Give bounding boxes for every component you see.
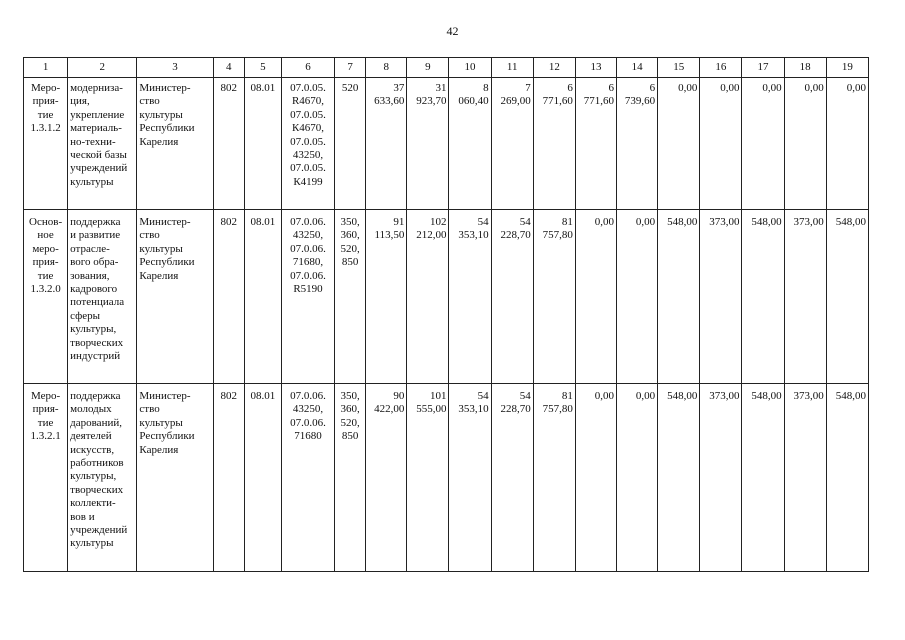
activity-code-cell: Основ- ное меро- прия- тие 1.3.2.0 (24, 210, 68, 384)
expense-type-cell: 350, 360, 520, 850 (335, 210, 366, 384)
activity-name-cell: поддержка и развитие отрасле- вого обра- зования, кадрового потенциала сферы культуры, творческих индустрий (68, 210, 137, 384)
header-cell: 18 (784, 58, 826, 78)
amount-cell: 6 739,60 (617, 78, 658, 210)
header-cell: 14 (617, 58, 658, 78)
target-article-cell: 07.0.06. 43250, 07.0.06. 71680, 07.0.06. R5190 (281, 210, 334, 384)
expense-type-cell: 350, 360, 520, 850 (335, 384, 366, 572)
header-cell: 12 (533, 58, 575, 78)
amount-cell: 548,00 (658, 210, 700, 384)
executor-cell: Министер- ство культуры Республики Карелия (137, 384, 213, 572)
amount-cell: 8 060,40 (449, 78, 491, 210)
amount-cell: 373,00 (700, 210, 742, 384)
header-cell: 17 (742, 58, 784, 78)
amount-cell: 0,00 (658, 78, 700, 210)
header-cell: 9 (407, 58, 449, 78)
amount-cell: 0,00 (575, 210, 616, 384)
activity-code-cell: Меро- прия- тие 1.3.2.1 (24, 384, 68, 572)
header-cell: 10 (449, 58, 491, 78)
table-row (24, 78, 869, 210)
header-cell: 1 (24, 58, 68, 78)
header-cell: 8 (366, 58, 407, 78)
header-cell: 6 (281, 58, 334, 78)
amount-cell: 54 353,10 (449, 384, 491, 572)
header-cell: 19 (826, 58, 868, 78)
amount-cell: 373,00 (700, 384, 742, 572)
amount-cell: 54 353,10 (449, 210, 491, 384)
amount-cell: 91 113,50 (366, 210, 407, 384)
amount-cell: 6 771,60 (575, 78, 616, 210)
amount-cell: 81 757,80 (533, 384, 575, 572)
amount-cell: 81 757,80 (533, 210, 575, 384)
target-article-cell: 07.0.06. 43250, 07.0.06. 71680 (281, 384, 334, 572)
table-row (24, 384, 869, 572)
header-cell: 15 (658, 58, 700, 78)
amount-cell: 0,00 (575, 384, 616, 572)
activity-name-cell: модерниза- ция, укрепление материаль- но-техни- ческой базы учреждений культуры (68, 78, 137, 210)
expense-type-cell: 520 (335, 78, 366, 210)
amount-cell: 37 633,60 (366, 78, 407, 210)
amount-cell: 101 555,00 (407, 384, 449, 572)
program-table (23, 57, 869, 572)
amount-cell: 548,00 (742, 384, 784, 572)
section-cell: 08.01 (244, 78, 281, 210)
amount-cell: 102 212,00 (407, 210, 449, 384)
activity-code-cell: Меро- прия- тие 1.3.1.2 (24, 78, 68, 210)
amount-cell: 54 228,70 (491, 210, 533, 384)
amount-cell: 0,00 (617, 210, 658, 384)
section-cell: 08.01 (244, 210, 281, 384)
amount-cell: 31 923,70 (407, 78, 449, 210)
amount-cell: 548,00 (742, 210, 784, 384)
header-cell: 7 (335, 58, 366, 78)
header-cell: 13 (575, 58, 616, 78)
grbs-cell: 802 (213, 210, 244, 384)
grbs-cell: 802 (213, 78, 244, 210)
amount-cell: 373,00 (784, 210, 826, 384)
amount-cell: 548,00 (826, 210, 868, 384)
header-row (24, 58, 869, 78)
header-cell: 3 (137, 58, 213, 78)
header-cell: 16 (700, 58, 742, 78)
header-cell: 4 (213, 58, 244, 78)
table-row (24, 210, 869, 384)
grbs-cell: 802 (213, 384, 244, 572)
page-number: 42 (446, 24, 459, 38)
amount-cell: 0,00 (617, 384, 658, 572)
header-cell: 2 (68, 58, 137, 78)
amount-cell: 373,00 (784, 384, 826, 572)
activity-name-cell: поддержка молодых дарований, деятелей искусств, работников культуры, творческих коллекти- вов и учреждений культуры (68, 384, 137, 572)
amount-cell: 6 771,60 (533, 78, 575, 210)
amount-cell: 7 269,00 (491, 78, 533, 210)
amount-cell: 0,00 (826, 78, 868, 210)
header-cell: 5 (244, 58, 281, 78)
amount-cell: 548,00 (826, 384, 868, 572)
amount-cell: 0,00 (784, 78, 826, 210)
amount-cell: 0,00 (700, 78, 742, 210)
executor-cell: Министер- ство культуры Республики Карелия (137, 78, 213, 210)
amount-cell: 0,00 (742, 78, 784, 210)
amount-cell: 54 228,70 (491, 384, 533, 572)
target-article-cell: 07.0.05. R4670, 07.0.05. К4670, 07.0.05. 43250, 07.0.05. К4199 (281, 78, 334, 210)
header-cell: 11 (491, 58, 533, 78)
section-cell: 08.01 (244, 384, 281, 572)
amount-cell: 548,00 (658, 384, 700, 572)
amount-cell: 90 422,00 (366, 384, 407, 572)
executor-cell: Министер- ство культуры Республики Карелия (137, 210, 213, 384)
